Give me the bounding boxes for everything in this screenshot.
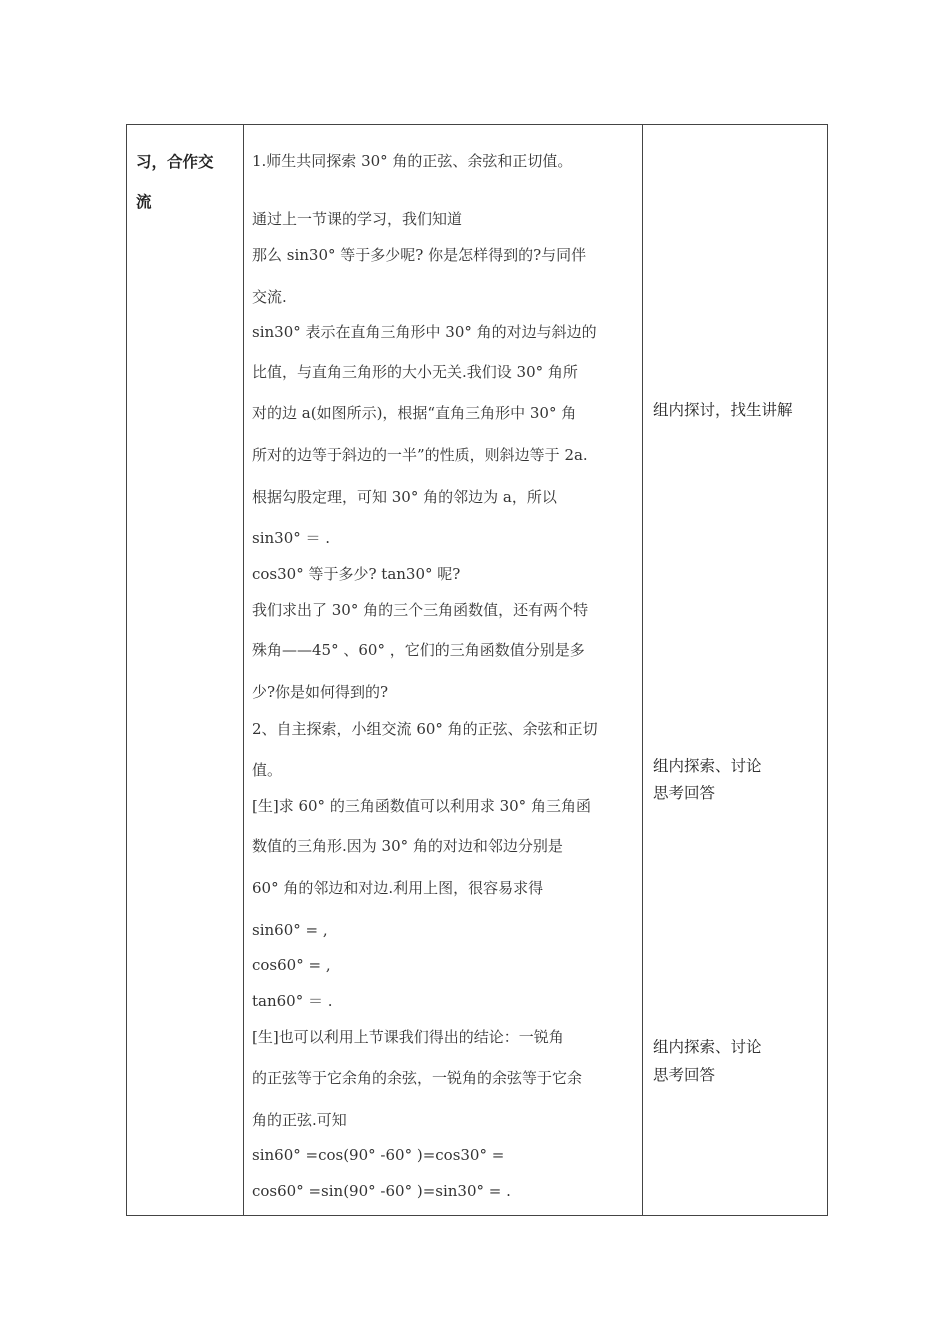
activity-note: 思考回答	[653, 1066, 716, 1084]
content-line: cos60° = ,	[252, 956, 331, 974]
content-line: 60° 角的邻边和对边.利用上图，很容易求得	[252, 879, 544, 897]
activity-note: 思考回答	[653, 784, 716, 802]
activity-cell	[643, 125, 828, 1215]
content-line: 我们求出了 30° 角的三个三角函数值，还有两个特	[252, 601, 589, 619]
content-line: 殊角——45° 、60° ，它们的三角函数值分别是多	[252, 641, 585, 659]
content-line: tan60° ＝ .	[252, 992, 333, 1010]
content-line: 比值，与直角三角形的大小无关.我们设 30° 角所	[252, 363, 578, 381]
stage-line: 流	[136, 193, 152, 211]
stage-cell	[127, 125, 243, 1215]
content-line: sin30° 表示在直角三角形中 30° 角的对边与斜边的	[252, 323, 597, 341]
content-line: 的正弦等于它余角的余弦，一锐角的余弦等于它余	[252, 1069, 583, 1087]
lesson-table	[126, 124, 828, 1216]
content-cell	[244, 125, 642, 1215]
content-line: 1.师生共同探索 30° 角的正弦、余弦和正切值。	[252, 152, 573, 170]
content-line: 值。	[252, 761, 283, 779]
content-line: 角的正弦.可知	[252, 1111, 347, 1129]
content-line: [生]求 60° 的三角函数值可以利用求 30° 角三角函	[252, 797, 591, 815]
content-line: 数值的三角形.因为 30° 角的对边和邻边分别是	[252, 837, 563, 855]
activity-note: 组内探索、讨论	[653, 1038, 762, 1056]
content-line: 所对的边等于斜边的一半”的性质，则斜边等于 2a.	[252, 446, 588, 464]
activity-note: 组内探索、讨论	[653, 757, 762, 775]
content-line: 少?你是如何得到的?	[252, 683, 389, 701]
content-line: 那么 sin30° 等于多少呢? 你是怎样得到的?与同伴	[252, 246, 587, 264]
content-line: sin60° =cos(90° -60° )=cos30° =	[252, 1146, 505, 1164]
content-line: sin60° = ,	[252, 921, 328, 939]
content-line: cos60° =sin(90° -60° )=sin30° = .	[252, 1182, 511, 1200]
content-line: sin30° ＝ .	[252, 529, 331, 547]
content-line: 通过上一节课的学习，我们知道	[252, 210, 463, 228]
content-line: 2、自主探索，小组交流 60° 角的正弦、余弦和正切	[252, 720, 598, 738]
content-line: 交流.	[252, 288, 287, 306]
content-line: cos30° 等于多少? tan30° 呢?	[252, 565, 461, 583]
activity-note: 组内探讨，找生讲解	[653, 401, 793, 419]
stage-line: 习，合作交	[136, 153, 214, 171]
content-line: [生]也可以利用上节课我们得出的结论：一锐角	[252, 1028, 564, 1046]
content-line: 对的边 a(如图所示)，根据“直角三角形中 30° 角	[252, 404, 577, 422]
content-line: 根据勾股定理，可知 30° 角的邻边为 a，所以	[252, 488, 557, 506]
